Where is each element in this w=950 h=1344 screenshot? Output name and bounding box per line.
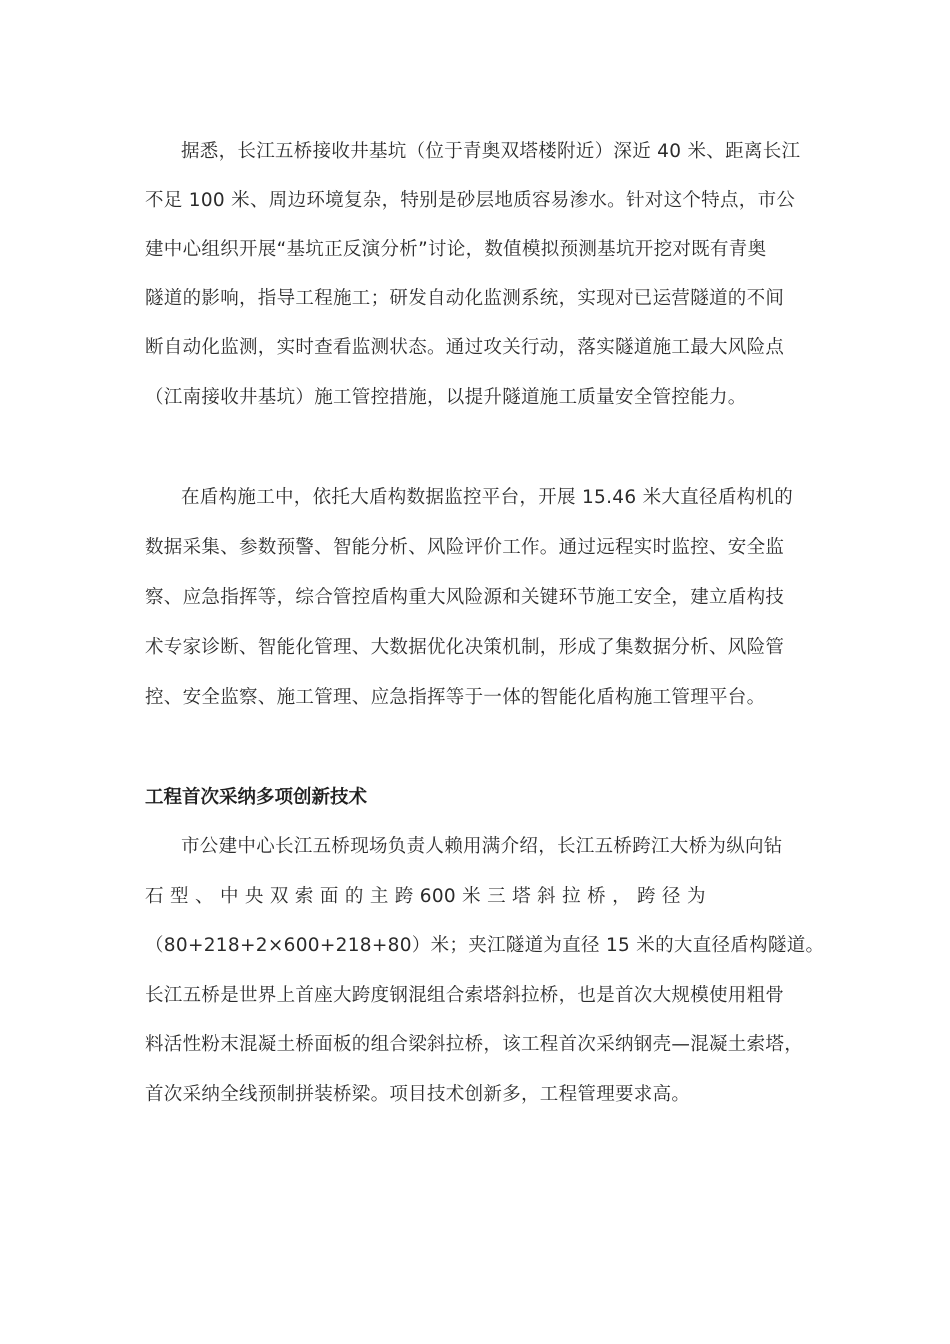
text-line: 长江五桥是世界上首座大跨度钢混组合索塔斜拉桥，也是首次大规模使用粗骨 <box>145 985 785 1006</box>
text-line: 建中心组织开展“基坑正反演分析”讨论，数值模拟预测基坑开挖对既有青奥 <box>145 239 767 260</box>
text-line: （80+218+2×600+218+80）米；夹江隧道为直径 15 米的大直径盾构隧道。 <box>145 935 825 956</box>
text-line: 察、应急指挥等，综合管控盾构重大风险源和关键环节施工安全，建立盾构技 <box>145 587 785 608</box>
text-line: 不足 100 米、周边环境复杂，特别是砂层地质容易渗水。针对这个特点，市公 <box>145 190 796 211</box>
text-line: 在盾构施工中，依托大盾构数据监控平台，开展 15.46 米大直径盾构机的 <box>181 487 794 508</box>
text-line: 数据采集、参数预警、智能分析、风险评价工作。通过远程实时监控、安全监 <box>145 537 785 558</box>
text-line: 石 型 、 中 央 双 索 面 的 主 跨 600 米 三 塔 斜 拉 桥 ， 跨 径 为 <box>145 886 706 907</box>
text-line: 市公建中心长江五桥现场负责人赖用满介绍，长江五桥跨江大桥为纵向钻 <box>181 836 783 857</box>
text-line: 首次采纳全线预制拼装桥梁。项目技术创新多，工程管理要求高。 <box>145 1084 691 1105</box>
text-line: 隧道的影响，指导工程施工；研发自动化监测系统，实现对已运营隧道的不间 <box>145 288 785 309</box>
text-line: 术专家诊断、智能化管理、大数据优化决策机制，形成了集数据分析、风险管 <box>145 637 785 658</box>
section-heading: 工程首次采纳多项创新技术 <box>145 787 368 808</box>
text-line: 料活性粉末混凝土桥面板的组合梁斜拉桥，该工程首次采纳钢壳—混凝土索塔， <box>145 1034 804 1055</box>
text-line: 控、安全监察、施工管理、应急指挥等于一体的智能化盾构施工管理平台。 <box>145 687 766 708</box>
text-line: 据悉，长江五桥接收井基坑（位于青奥双塔楼附近）深近 40 米、距离长江 <box>181 141 801 162</box>
text-line: （江南接收井基坑）施工管控措施，以提升隧道施工质量安全管控能力。 <box>145 387 747 408</box>
text-line: 断自动化监测，实时查看监测状态。通过攻关行动，落实隧道施工最大风险点 <box>145 337 785 358</box>
